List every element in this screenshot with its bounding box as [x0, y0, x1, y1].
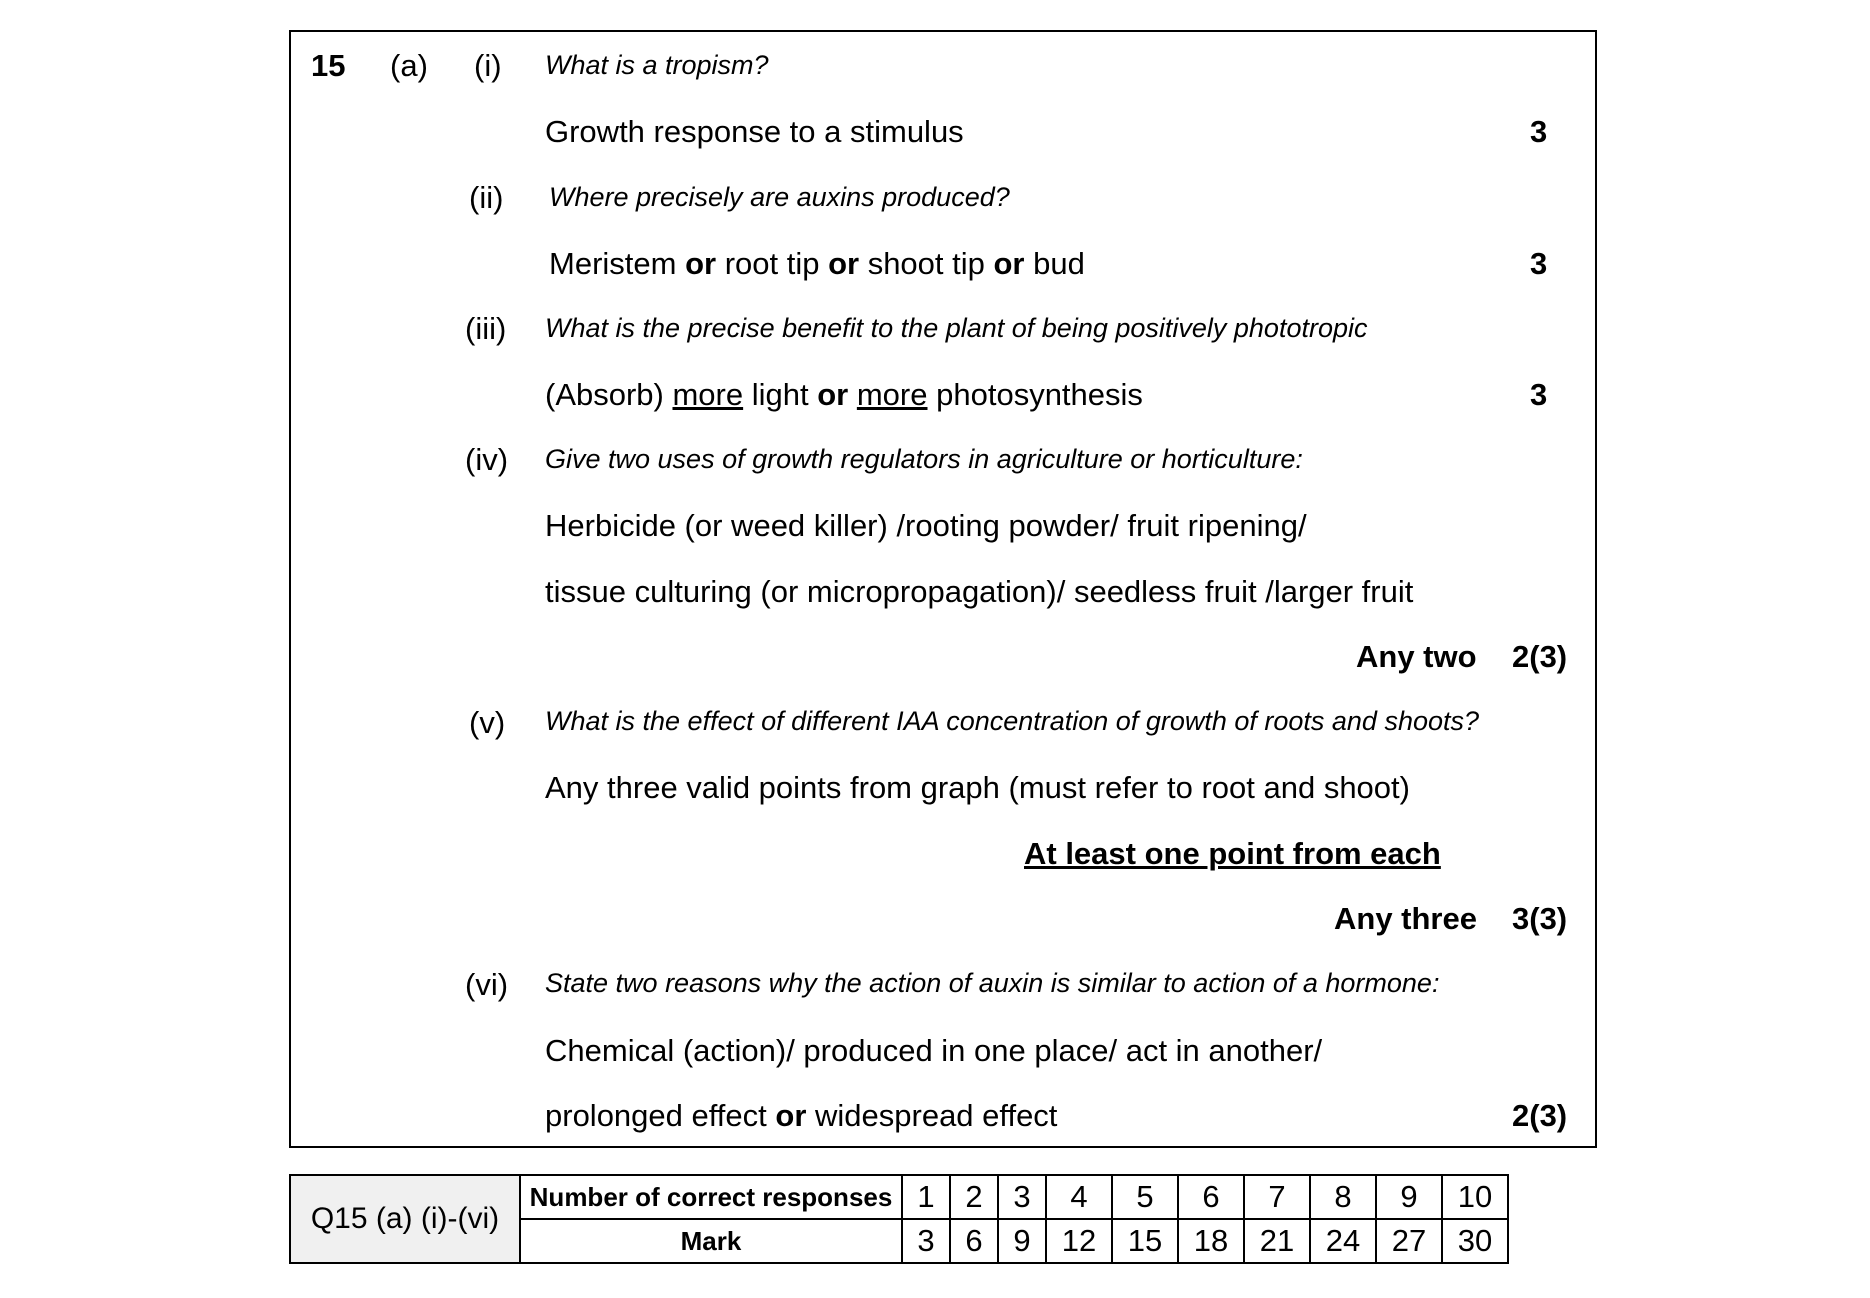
note-v: Any three [1334, 901, 1477, 936]
mark-iii: 3 [1530, 377, 1548, 412]
part-label: (a) [390, 48, 428, 83]
responses-header: Number of correct responses [520, 1175, 902, 1219]
mark-cell: 30 [1442, 1219, 1508, 1263]
item-label-i: (i) [474, 48, 502, 83]
question-vi: State two reasons why the action of auxin is similar to action of a hormone: [545, 968, 1440, 998]
answer-v: Any three valid points from graph (must refer to root and shoot) [545, 770, 1410, 805]
mark-i: 3 [1530, 114, 1548, 149]
mark-cell: 21 [1244, 1219, 1310, 1263]
answer-i: Growth response to a stimulus [545, 114, 964, 149]
responses-cell: 10 [1442, 1175, 1508, 1219]
emphasis-v: At least one point from each [1024, 836, 1441, 871]
answer-iii: (Absorb) more light or more photosynthesis [545, 377, 1143, 412]
item-label-ii: (ii) [469, 180, 504, 215]
responses-cell: 5 [1112, 1175, 1178, 1219]
table-question-label: Q15 (a) (i)-(vi) [290, 1175, 520, 1263]
mark-vi: 2(3) [1512, 1098, 1568, 1133]
question-v: What is the effect of different IAA concentration of growth of roots and shoots? [545, 706, 1480, 736]
question-i: What is a tropism? [545, 50, 769, 80]
mark-cell: 15 [1112, 1219, 1178, 1263]
question-iv: Give two uses of growth regulators in agriculture or horticulture: [545, 444, 1303, 474]
responses-cell: 2 [950, 1175, 998, 1219]
mark-cell: 24 [1310, 1219, 1376, 1263]
mark-cell: 27 [1376, 1219, 1442, 1263]
mark-cell: 3 [902, 1219, 950, 1263]
item-label-vi: (vi) [465, 967, 509, 1002]
mark-v: 3(3) [1512, 901, 1568, 936]
responses-row [290, 1175, 1508, 1219]
marks-header: Mark [520, 1219, 902, 1263]
mark-ii: 3 [1530, 246, 1548, 281]
answer-vi-line2: prolonged effect or widespread effect [545, 1098, 1058, 1133]
answer-ii: Meristem or root tip or shoot tip or bud [549, 246, 1085, 281]
mark-cell: 12 [1046, 1219, 1112, 1263]
answer-vi-line1: Chemical (action)/ produced in one place/ act in another/ [545, 1033, 1323, 1068]
responses-cell: 9 [1376, 1175, 1442, 1219]
item-label-v: (v) [469, 705, 506, 740]
responses-cell: 6 [1178, 1175, 1244, 1219]
mark-cell: 6 [950, 1219, 998, 1263]
answer-iv-line1: Herbicide (or weed killer) /rooting powder/ fruit ripening/ [545, 508, 1307, 543]
mark-cell: 9 [998, 1219, 1046, 1263]
question-number: 15 [311, 48, 346, 83]
responses-cell: 3 [998, 1175, 1046, 1219]
responses-cell: 1 [902, 1175, 950, 1219]
question-ii: Where precisely are auxins produced? [549, 182, 1010, 212]
mark-cell: 18 [1178, 1219, 1244, 1263]
mark-iv: 2(3) [1512, 639, 1568, 674]
responses-cell: 7 [1244, 1175, 1310, 1219]
answer-iv-line2: tissue culturing (or micropropagation)/ seedless fruit /larger fruit [545, 574, 1414, 609]
note-iv: Any two [1356, 639, 1477, 674]
responses-cell: 8 [1310, 1175, 1376, 1219]
question-iii: What is the precise benefit to the plant of being positively phototropic [545, 313, 1368, 343]
item-label-iii: (iii) [465, 311, 507, 346]
item-label-iv: (iv) [465, 442, 509, 477]
mark-conversion-table [289, 1174, 1509, 1264]
responses-cell: 4 [1046, 1175, 1112, 1219]
